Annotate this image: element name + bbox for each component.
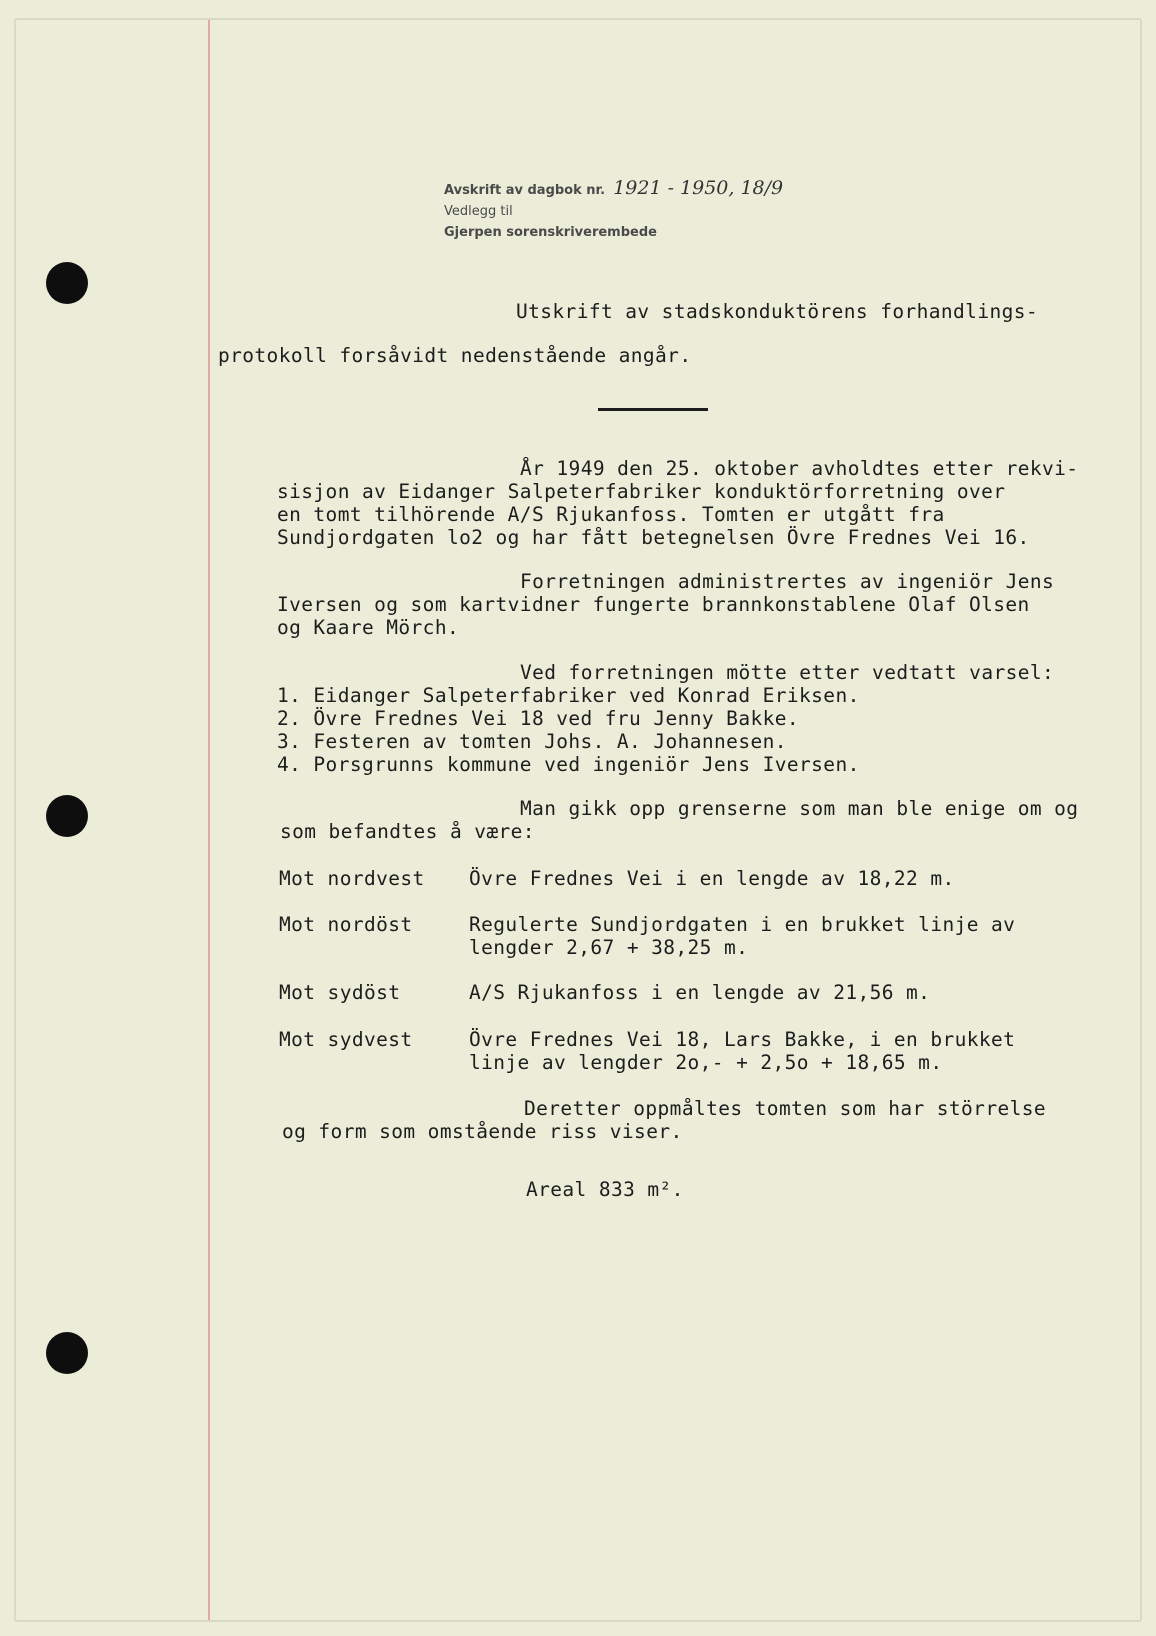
para4-line: Man gikk opp grenserne som man ble enige om og [520,797,1079,820]
boundary-text: A/S Rjukanfoss i en lengde av 21,56 m. [469,981,931,1004]
area-line: Areal 833 m². [526,1178,684,1201]
attendance-item: 3. Festeren av tomten Johs. A. Johannesen. [277,730,787,753]
punch-hole-bottom [46,1332,88,1374]
boundary-text: lengder 2,67 + 38,25 m. [469,936,749,959]
para1-line: År 1949 den 25. oktober avholdtes etter rekvi- [520,457,1079,480]
para4-line: som befandtes å være: [280,820,535,843]
punch-hole-middle [46,795,88,837]
attendance-item: 4. Porsgrunns kommune ved ingeniör Jens Iversen. [277,753,860,776]
registry-stamp [444,178,783,243]
boundary-label: Mot sydvest [279,1028,413,1051]
attendance-item: 2. Övre Frednes Vei 18 ved fru Jenny Bakke. [277,707,800,730]
heading-line-1: Utskrift av stadskonduktörens forhandlings- [516,300,1039,323]
para1-line: Sundjordgaten lo2 og har fått betegnelsen Övre Frednes Vei 16. [277,526,1030,549]
boundary-text: linje av lengder 2o,- + 2,5o + 18,65 m. [469,1051,943,1074]
heading-line-2: protokoll forsåvidt nedenstående angår. [218,344,692,367]
stamp-line-1 [444,178,783,201]
para2-line: Iversen og som kartvidner fungerte brannkonstablene Olaf Olsen [277,593,1030,616]
para2-line: Forretningen administrertes av ingeniör Jens [520,570,1055,593]
para5-line: Deretter oppmåltes tomten som har störrelse [524,1097,1047,1120]
page-border [14,18,1142,1622]
para1-line: sisjon av Eidanger Salpeterfabriker konduktörforretning over [277,480,1006,503]
boundary-text: Regulerte Sundjordgaten i en brukket linje av [469,913,1016,936]
boundary-label: Mot sydöst [279,981,401,1004]
punch-hole-top [46,262,88,304]
para1-line: en tomt tilhörende A/S Rjukanfoss. Tomten er utgått fra [277,503,945,526]
stamp-handwritten-number: 1921 - 1950, 18/9 [613,177,784,199]
boundary-text: Övre Frednes Vei 18, Lars Bakke, i en brukket [469,1028,1016,1051]
para2-line: og Kaare Mörch. [277,616,460,639]
attendance-intro: Ved forretningen mötte etter vedtatt varsel: [520,661,1055,684]
para5-line: og form som omstående riss viser. [282,1120,683,1143]
stamp-line-3: Gjerpen sorenskriverembede [444,225,657,240]
stamp-line-2: Vedlegg til [444,204,513,219]
boundary-label: Mot nordöst [279,913,413,936]
attendance-item: 1. Eidanger Salpeterfabriker ved Konrad Eriksen. [277,684,860,707]
margin-line [208,20,210,1620]
boundary-text: Övre Frednes Vei i en lengde av 18,22 m. [469,867,955,890]
separator-rule [598,408,708,411]
stamp-printed-text: Avskrift av dagbok nr. [444,183,606,198]
boundary-label: Mot nordvest [279,867,425,890]
